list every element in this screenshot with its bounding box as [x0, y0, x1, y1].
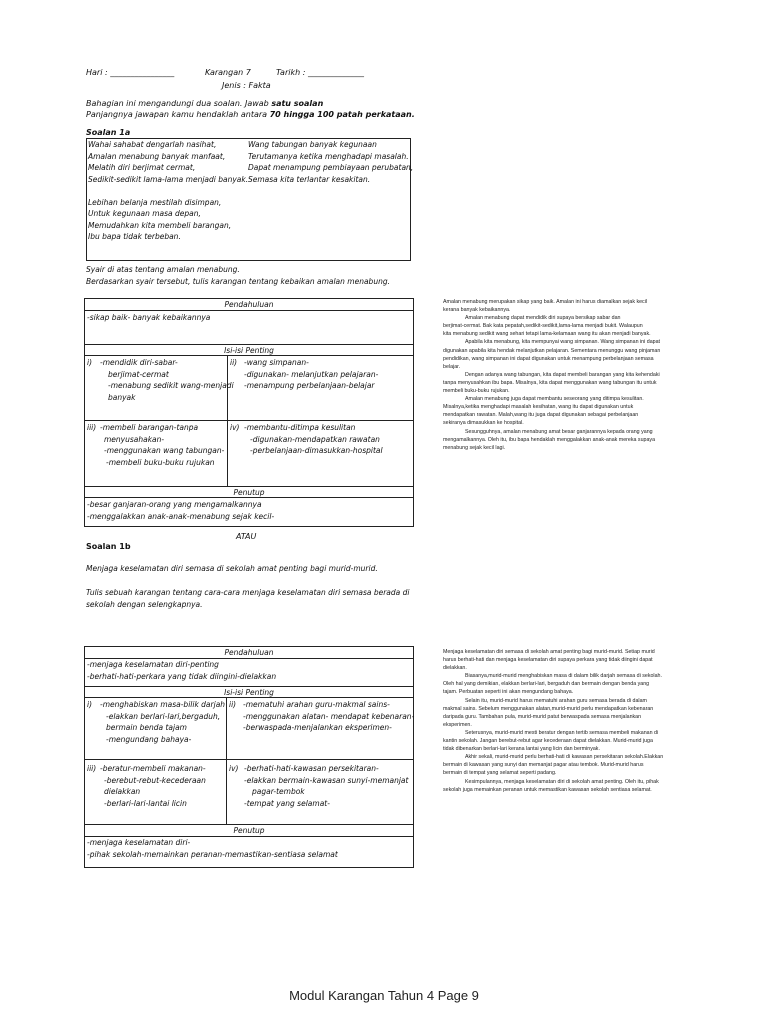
- point-line: -mematuhi arahan guru-makmal sains-: [243, 700, 390, 709]
- isi-3-points: [100, 763, 206, 809]
- essay-line: tajam. Perbuatan seperti ini akan mengundang bahaya.: [443, 689, 574, 696]
- pendahuluan-label: Pendahuluan: [224, 648, 274, 657]
- poem-right-stanza: [248, 139, 413, 185]
- row-divider: [84, 759, 414, 760]
- essay-line: Misalnya,ketika menghadapi masalah kesihatan, wang itu dapat digunakan untuk: [443, 404, 634, 411]
- point-line: -berhati-hati-perkara yang tidak diingini-dielakkan: [87, 671, 277, 681]
- karangan-number: Karangan 7: [205, 68, 251, 77]
- essay-line: harus berhati-hati dan menjaga keselamatan diri supaya perkara yang tidak diingini dapat: [443, 657, 653, 664]
- essay-line: Amalan menabung juga dapat membantu seseorang yang ditimpa kesulitan.: [465, 396, 644, 403]
- soalan-1b-heading: Soalan 1b: [86, 542, 131, 551]
- essay-line: menabung sejak kecil lagi.: [443, 444, 506, 451]
- essay-line: tanpa menyusahkan ibu bapa. Misalnya, kita dapat menggunakan wang tabungan itu untuk: [443, 379, 657, 386]
- essay-paragraph: [443, 338, 743, 370]
- point-line: -berhati-hati-kawasan persekitaran-: [244, 764, 379, 773]
- row-divider: [84, 420, 414, 421]
- essay-line: Akhir sekali, murid-murid perlu berhati-hati di kawasan persekitaran sekolah.Elakkan: [465, 754, 664, 761]
- essay-line: kantin sekolah. Jangan berebut-rebut agar kecederaan dapat dielakkan. Murid-murid juga: [443, 738, 653, 745]
- isi-label: Isi-isi Penting: [224, 688, 274, 697]
- poem-line: Melatih diri berjimat cermat,: [88, 163, 196, 172]
- instruction-text: Panjangnya jawapan kamu hendaklah antara: [86, 110, 270, 119]
- essay-1a: [443, 298, 743, 452]
- essay-line: tidak dibenarkan berlari-lari kerana lantai yang licin dan berminyak.: [443, 746, 600, 753]
- point-line: -digunakan- melanjutkan pelajaran-: [244, 369, 379, 379]
- penutup-label: Penutup: [233, 488, 265, 497]
- atau-separator: ATAU: [236, 532, 257, 541]
- poem-line: Memudahkan kita membeli barangan,: [88, 220, 232, 230]
- point-line: -membeli barangan-tanpa: [100, 423, 199, 432]
- instruction-line-2: [86, 109, 415, 121]
- essay-line: mengamalkannya. Oleh itu, ibu bapa hendaklah menggalakkan anak-anak mereka supaya: [443, 436, 656, 443]
- essay-line: pendidikan, wang simpanan ini dapat digunakan untuk menampung perbelanjaan semasa: [443, 355, 654, 362]
- question-line: Syair di atas tentang amalan menabung.: [86, 265, 240, 274]
- poem-line: [88, 185, 248, 197]
- point-line: pagar-tembok: [252, 787, 305, 796]
- essay-line: Amalan menabung merupakan sikap yang baik. Amalan ini harus diamalkan sejak kecil: [443, 299, 648, 305]
- essay-line: kerana banyak kebaikannya.: [443, 307, 511, 314]
- point-line: -berebut-rebut-kecederaan: [104, 775, 206, 785]
- essay-line: Seterusnya, murid-murid mesti beratur dengan tertib semasa membeli makanan di: [465, 729, 659, 736]
- essay-line: Amalan menabung dapat mendidik diri supaya bersikap sabar dan: [465, 315, 621, 322]
- point-line: -elakkan bermain-kawasan sunyi-memanjat: [244, 775, 409, 785]
- poem-line: Terutamanya ketika menghadapi masalah.: [248, 151, 409, 161]
- poem-line: Untuk kegunaan masa depan,: [88, 209, 201, 218]
- essay-line: makmal sains. Sebelum menggunakan alatan,murid-murid perlu mendapatkan kebenaran: [443, 705, 654, 712]
- page-footer: Modul Karangan Tahun 4 Page 9: [289, 988, 479, 1003]
- essay-line: Dengan adanya wang tabungan, kita dapat membeli barangan yang kita kehendaki: [465, 371, 660, 378]
- essay-paragraph: [443, 672, 743, 696]
- isi-1-points: [100, 357, 234, 403]
- isi-4-points: [244, 763, 408, 809]
- essay-paragraph: [443, 298, 743, 314]
- poem-line: Semasa kita terlantar kesakitan.: [248, 174, 371, 184]
- isi-label: Isi-isi Penting: [224, 346, 274, 355]
- jenis-label: Jenis : Fakta: [222, 81, 271, 90]
- column-divider: [226, 697, 227, 824]
- point-line: -membeli buku-buku rujukan: [106, 457, 215, 467]
- essay-paragraph: [443, 371, 743, 395]
- isi-2-points: [244, 357, 378, 392]
- essay-line: Oleh hal yang demikian, elakkan berlari-lari, bergaduh dan bermain dengan benda yang: [443, 681, 650, 688]
- point-line: -tempat yang selamat-: [244, 798, 330, 808]
- essay-paragraph: [443, 778, 743, 794]
- poem-line: Wang tabungan banyak kegunaan: [248, 140, 377, 149]
- essay-paragraph: [443, 648, 743, 672]
- isi-2-number: ii): [230, 358, 238, 367]
- penutup-points: [87, 837, 338, 860]
- penutup-label: Penutup: [233, 826, 265, 835]
- point-line: -menabung sedikit wang-menjadi: [108, 381, 234, 390]
- question-line: sekolah dengan selengkapnya.: [86, 599, 203, 609]
- point-line: -menggunakan alatan- mendapat kebenaran-: [243, 711, 415, 721]
- point-line: -perbelanjaan-dimasukkan-hospital: [250, 446, 383, 455]
- point-line: -mengundang bahaya-: [106, 734, 192, 744]
- point-line: -digunakan-mendapatkan rawatan: [250, 434, 380, 444]
- essay-1b: [443, 648, 743, 794]
- essay-line: dielakkan.: [443, 665, 467, 672]
- point-line: -menghabiskan masa-bilik darjah: [100, 700, 226, 709]
- pendahuluan-text: -sikap baik- banyak kebaikannya: [87, 313, 211, 322]
- pendahuluan-points: [87, 659, 276, 682]
- penutup-points: [87, 499, 274, 522]
- point-line: banyak: [108, 392, 136, 402]
- point-line: -elakkan berlari-lari,bergaduh,: [106, 711, 221, 721]
- instruction-bold: satu soalan: [271, 99, 324, 108]
- essay-line: bermain di tempat yang selamat seperti padang.: [443, 770, 557, 777]
- isi-3-points: [100, 422, 224, 468]
- essay-line: Biasanya,murid-murid menghabiskan masa di dalam bilik darjah semasa di sekolah.: [465, 673, 662, 680]
- point-line: berjimat-cermat: [108, 369, 169, 379]
- pendahuluan-label: Pendahuluan: [224, 300, 274, 309]
- poem-line: Dapat menampung pembiayaan perubatan,: [248, 163, 414, 172]
- essay-line: bermain di kawasan yang sunyi dan memanjat pagar atau tembok. Murid-murid harus: [443, 762, 644, 769]
- essay-line: eksperimen.: [443, 721, 472, 728]
- isi-2-points: [243, 699, 414, 734]
- point-line: -mendidik diri-sabar-: [100, 358, 178, 367]
- essay-line: sekiranya dimasukkan ke hospital.: [443, 420, 524, 427]
- isi-4-number: iv): [229, 764, 239, 773]
- essay-line: Apabila kita menabung, kita mempunyai wang simpanan. Wang simpanan ini dapat: [465, 339, 661, 346]
- isi-1-number: i): [87, 700, 93, 709]
- question-line: Tulis sebuah karangan tentang cara-cara menjaga keselamatan diri semasa berada di: [86, 588, 410, 597]
- poem-line: Amalan menabung banyak manfaat,: [88, 151, 226, 161]
- point-line: -membantu-ditimpa kesulitan: [244, 423, 356, 432]
- essay-line: Kesimpulannya, menjaga keselamatan diri di sekolah amat penting. Oleh itu, pihak: [465, 778, 659, 785]
- point-line: -menggunakan wang tabungan-: [104, 446, 225, 455]
- poem-left-stanzas: [88, 139, 248, 243]
- essay-paragraph: [443, 729, 743, 753]
- essay-paragraph: [443, 395, 743, 427]
- point-line: dielakkan: [104, 787, 141, 796]
- soalan-1b-question: [86, 587, 409, 610]
- essay-paragraph: [443, 697, 743, 729]
- point-line: -besar ganjaran-orang yang mengamalkannya: [87, 500, 262, 509]
- isi-4-number: iv): [230, 423, 240, 432]
- isi-1-points: [100, 699, 225, 745]
- isi-3-number: iii): [87, 423, 97, 432]
- poem-line: Ibu bapa tidak terbeban.: [88, 232, 181, 241]
- point-line: -menampung perbelanjaan-belajar: [244, 381, 375, 390]
- essay-line: daripada guru. Tambahan pula, murid-murid patut berwaspada semasa menjalankan: [443, 713, 642, 720]
- essay-line: Sesungguhnya, amalan menabung amat besar ganjarannya kepada orang yang: [465, 428, 653, 435]
- essay-paragraph: [443, 428, 743, 452]
- isi-2-number: ii): [229, 700, 237, 709]
- point-line: -menjaga keselamatan diri-penting: [87, 660, 219, 669]
- poem-line: Lebihan belanja mestilah disimpan,: [88, 197, 222, 207]
- essay-line: membeli buku-buku rujukan.: [443, 388, 510, 395]
- point-line: -menjaga keselamatan diri-: [87, 838, 191, 847]
- isi-1-number: i): [87, 358, 93, 367]
- point-line: -berwaspada-menjalankan eksperimen-: [243, 723, 392, 732]
- point-line: -berlari-lari-lantai licin: [104, 798, 187, 808]
- point-line: bermain benda tajam: [106, 723, 187, 732]
- isi-4-points: [244, 422, 383, 457]
- soalan-1a-question: [86, 264, 390, 287]
- isi-3-number: iii): [87, 764, 97, 773]
- point-line: -pihak sekolah-memainkan peranan-memastikan-sentiasa selamat: [87, 849, 338, 859]
- instruction-text: Bahagian ini mengandungi dua soalan. Jawab: [86, 99, 272, 108]
- hari-field: Hari : ________________: [86, 68, 175, 77]
- soalan-1a-heading: Soalan 1a: [86, 128, 131, 137]
- soalan-1b-statement: Menjaga keselamatan diri semasa di sekolah amat penting bagi murid-murid.: [86, 564, 378, 573]
- point-line: -menggalakkan anak-anak-menabung sejak kecil-: [87, 511, 275, 521]
- essay-line: Selain itu, murid-murid harus mematuhi arahan guru semasa berada di dalam: [465, 697, 647, 704]
- essay-line: berjimat-cermat. Bak kata pepatah,sedikit-sedikit,lama-lama menjadi bukit. Walaupun: [443, 323, 643, 330]
- essay-line: digunakan apabila kita hendak melanjutkan pelajaran. Sementara menunggu wang pinjaman: [443, 347, 661, 354]
- point-line: -beratur-membeli makanan-: [100, 764, 206, 773]
- poem-line: Wahai sahabat dengarlah nasihat,: [88, 140, 217, 149]
- essay-line: Menjaga keselamatan diri semasa di sekolah amat penting bagi murid-murid. Setiap murid: [443, 649, 655, 655]
- essay-paragraph: [443, 314, 743, 338]
- question-line: Berdasarkan syair tersebut, tulis karangan tentang kebaikan amalan menabung.: [86, 276, 390, 286]
- poem-line: Sedikit-sedikit lama-lama menjadi banyak.: [88, 174, 249, 184]
- essay-line: kita menabung sedikit wang sehari tetapi lama-kelamaan wang itu akan menjadi banyak.: [443, 331, 651, 338]
- instruction-bold: 70 hingga 100 patah perkataan.: [269, 110, 415, 119]
- essay-line: sekolah juga memainkan peranan untuk memastikan kawasan sekolah sentiasa selamat.: [443, 786, 652, 793]
- essay-paragraph: [443, 753, 743, 777]
- point-line: -wang simpanan-: [244, 358, 309, 367]
- essay-line: mendapatkan rawatan. Malah,wang itu juga dapat digunakan sebagai perbelanjaan: [443, 412, 639, 419]
- essay-line: belajar.: [443, 363, 461, 370]
- point-line: menyusahakan-: [104, 434, 165, 444]
- tarikh-field: Tarikh : ______________: [276, 68, 364, 77]
